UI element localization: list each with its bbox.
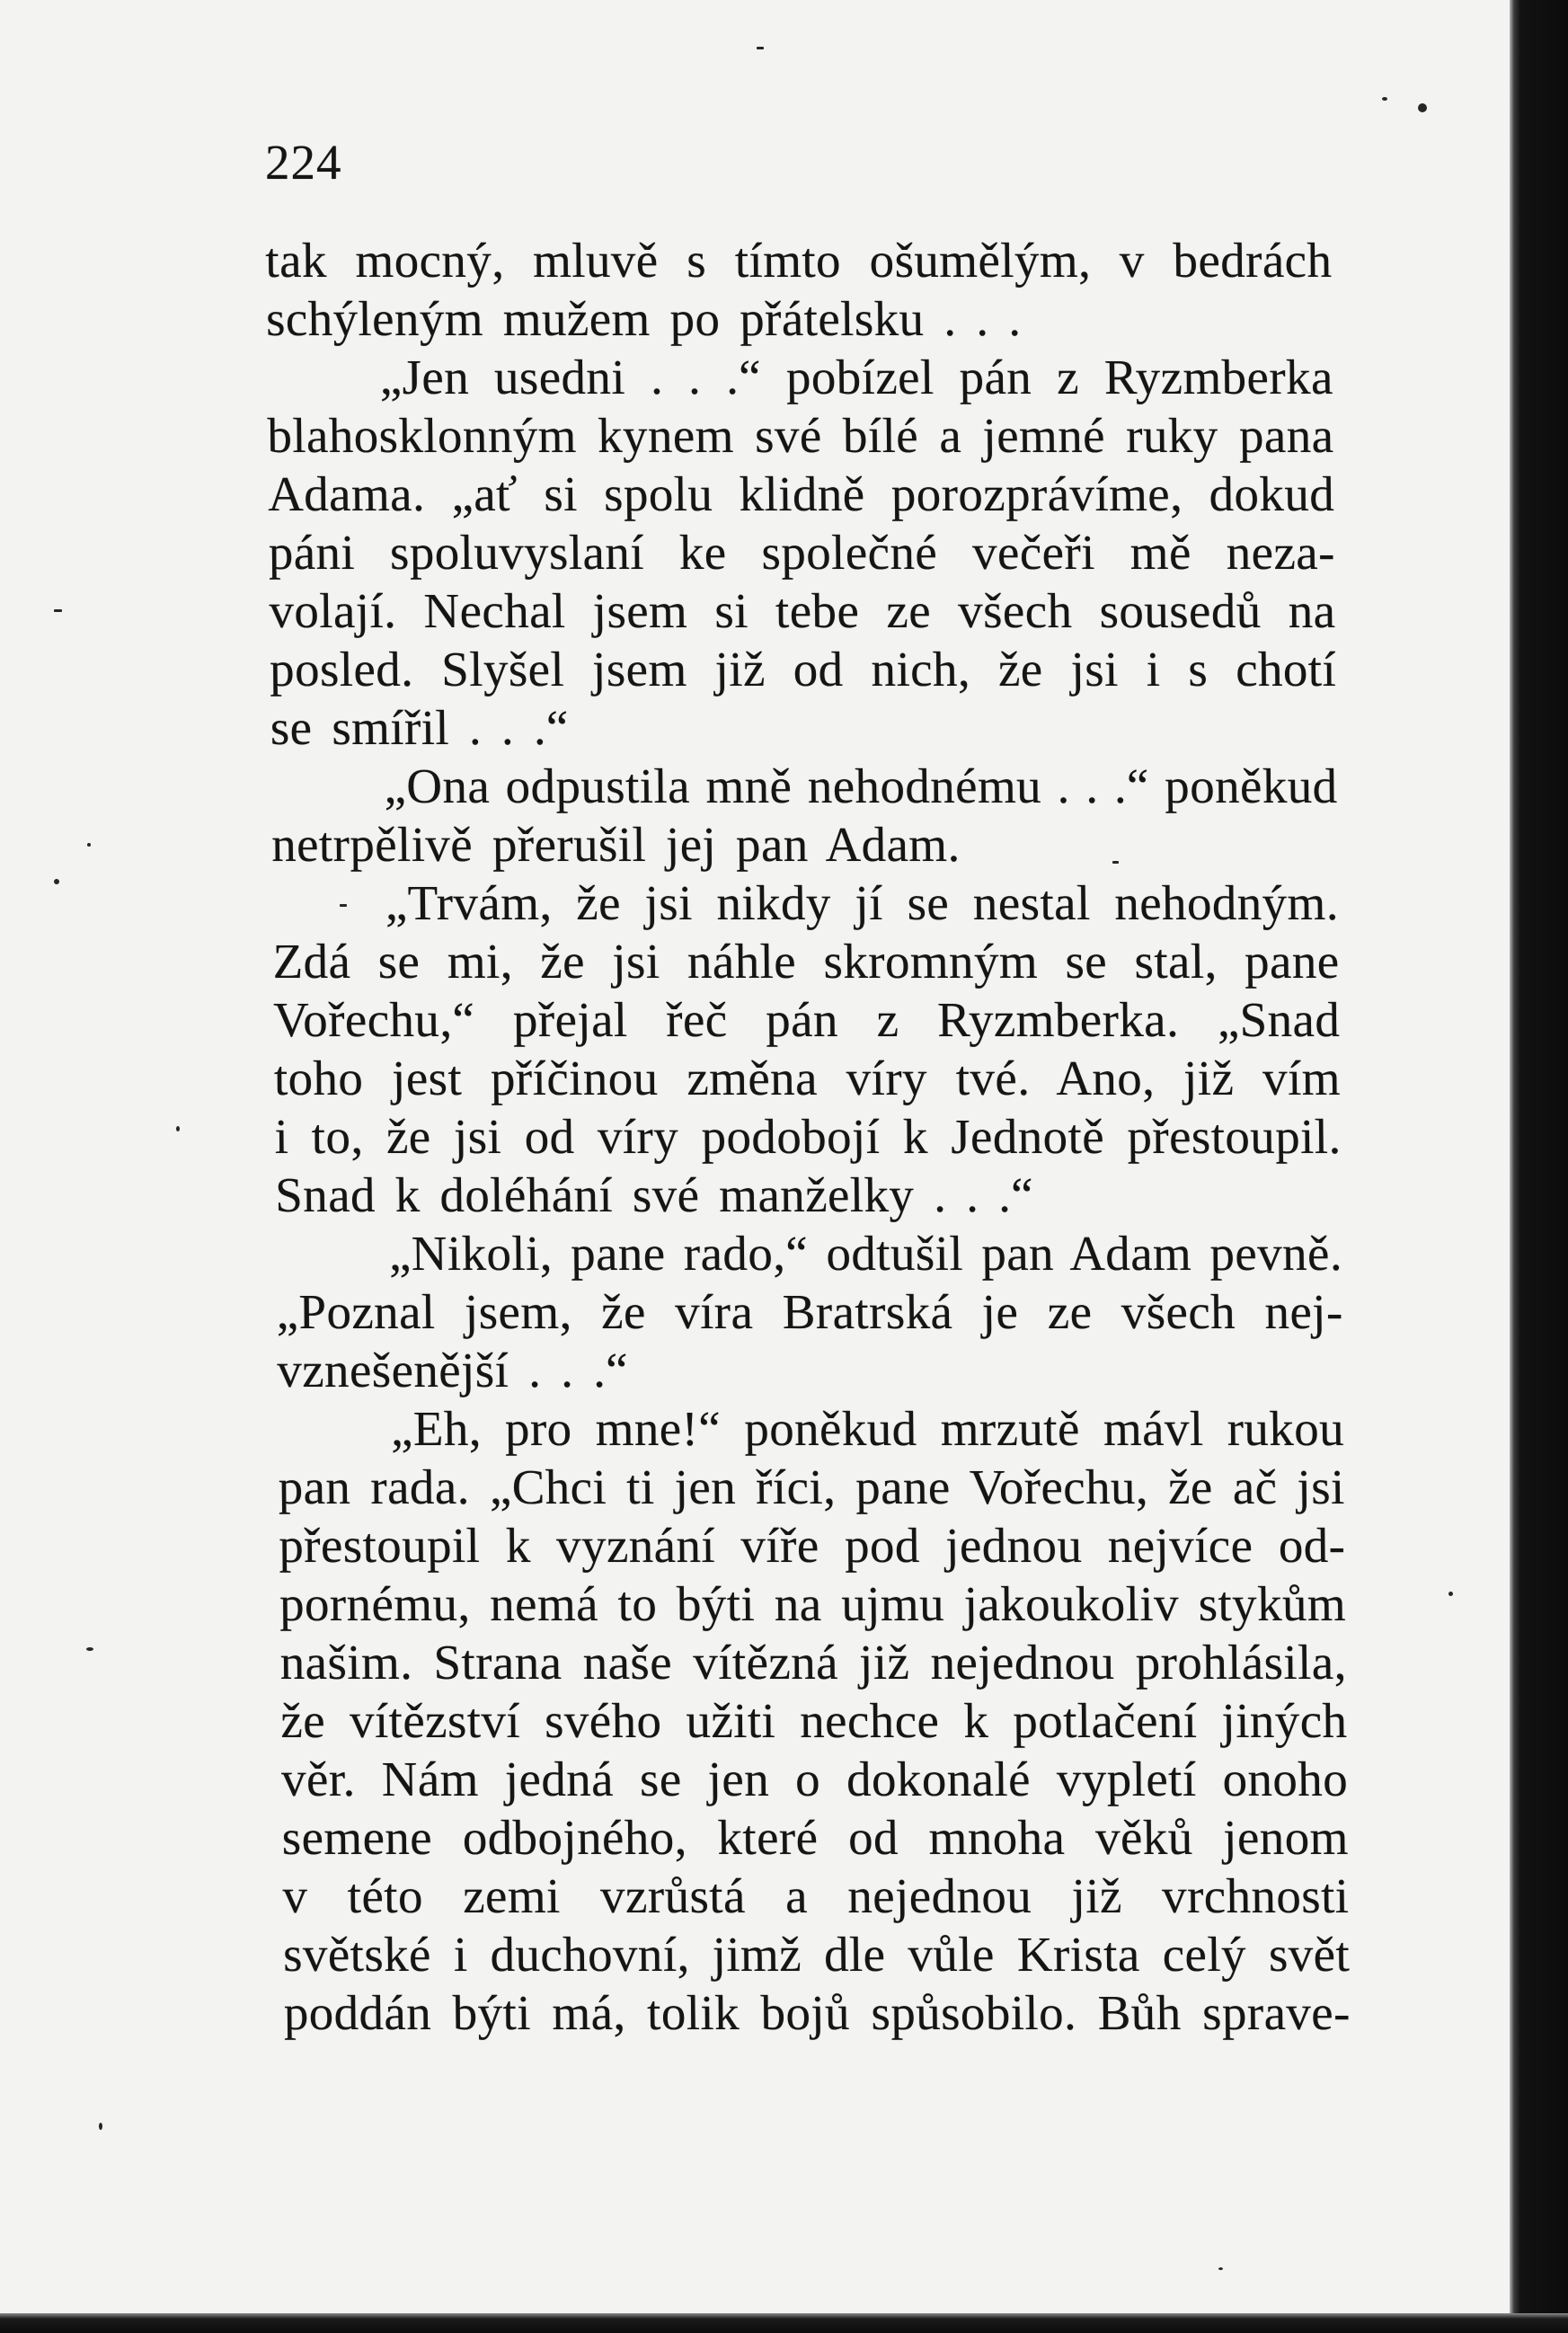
text-line: „Ona odpustila mně nehodnému . . .“ poněkud [384,758,1338,813]
scan-speck [1448,1592,1453,1596]
scan-speck [54,879,59,884]
text-line: pornému, nemá to býti na ujmu jakoukoliv stykům [279,1576,1347,1631]
scan-speck [87,843,91,847]
text-line: se smířil . . .“ [270,700,570,755]
text-line: netrpělivě přerušil jej pan Adam. [270,817,961,872]
text-line: poddán býti má, tolik bojů spůsobilo. Bůh sprave- [283,1985,1351,2040]
paragraph [278,1399,1351,2042]
text-line: přestoupil k vyznání víře pod jednou nejvíce od- [278,1518,1346,1573]
text-line: Snad k doléhání své manželky . . .“ [274,1167,1034,1222]
text-line: v této zemi vzrůstá a nejednou již vrchnosti [282,1868,1350,1923]
scan-speck [1418,103,1427,112]
text-line: schýleným mužem po přátelsku . . . [265,291,1022,346]
scan-border-bottom [0,2313,1568,2333]
text-line: „Eh, pro mne!“ poněkud mrzutě mávl rukou [390,1401,1345,1456]
text-line: vznešenější . . .“ [276,1343,629,1397]
scan-speck [86,1647,93,1651]
text-line: našim. Strana naše vítězná již nejednou prohlásila, [279,1635,1347,1690]
text-line: páni spoluvyslaní ke společné večeři mě neza- [268,525,1336,580]
text-line: „Trvám, že jsi nikdy jí se nestal nehodným. [385,875,1340,930]
text-line: světské i duchovní, jimž dle vůle Krista celý svět [282,1927,1351,1982]
text-line: volají. Nechal jsem si tebe ze všech sousedů na [269,583,1336,638]
scan-border-right [1510,0,1568,2333]
text-line: věr. Nám jedná se jen o dokonalé vypletí onoho [280,1752,1349,1806]
scan-speck [176,1126,180,1131]
text-line: i to, že jsi od víry podobojí k Jednotě přestoupil. [274,1109,1342,1164]
paragraph [265,231,1333,348]
text-line: blahosklonným kynem své bílé a jemné ruky pana [267,408,1334,463]
page-number: 224 [265,135,342,190]
text-line: posled. Slyšel jsem již od nich, že jsi i s chotí [269,642,1337,696]
text-line: Zdá se mi, že jsi náhle skromným se stal, pane [272,934,1340,989]
text-line: „Nikoli, pane rado,“ odtušil pan Adam pevně. [388,1226,1343,1281]
text-line: že vítězství svého užiti nechce k potlačení jiných [280,1693,1348,1748]
paragraph [276,1224,1344,1399]
text-line: toho jest příčinou změna víry tvé. Ano, již vím [273,1051,1342,1105]
text-line: pan rada. „Chci ti jen říci, pane Vořechu, že ač jsi [278,1459,1345,1514]
text-line: semene odbojného, které od mnoha věků jenom [281,1810,1350,1865]
scan-speck [1218,2267,1223,2270]
text-line: „Jen usedni . . .“ pobízel pán z Ryzmberka [379,350,1334,404]
scan-speck [757,47,764,49]
scan-speck [54,609,62,612]
scan-speck [1112,861,1119,864]
scan-speck [99,2123,102,2130]
paragraph [270,757,1338,874]
text-line: Adama. „ať si spolu klidně porozprávíme, dokud [267,466,1335,521]
scan-speck [1382,97,1387,101]
paragraph [271,874,1342,1224]
text-line: Vořechu,“ přejal řeč pán z Ryzmberka. „Snad [272,992,1341,1047]
body-text [265,231,1351,2042]
text-line: „Poznal jsem, že víra Bratrská je ze všech nej- [276,1284,1343,1339]
text-line: tak mocný, mluvě s tímto ošumělým, v bedrách [265,233,1333,288]
paragraph [266,348,1337,757]
scan-speck [340,904,347,907]
